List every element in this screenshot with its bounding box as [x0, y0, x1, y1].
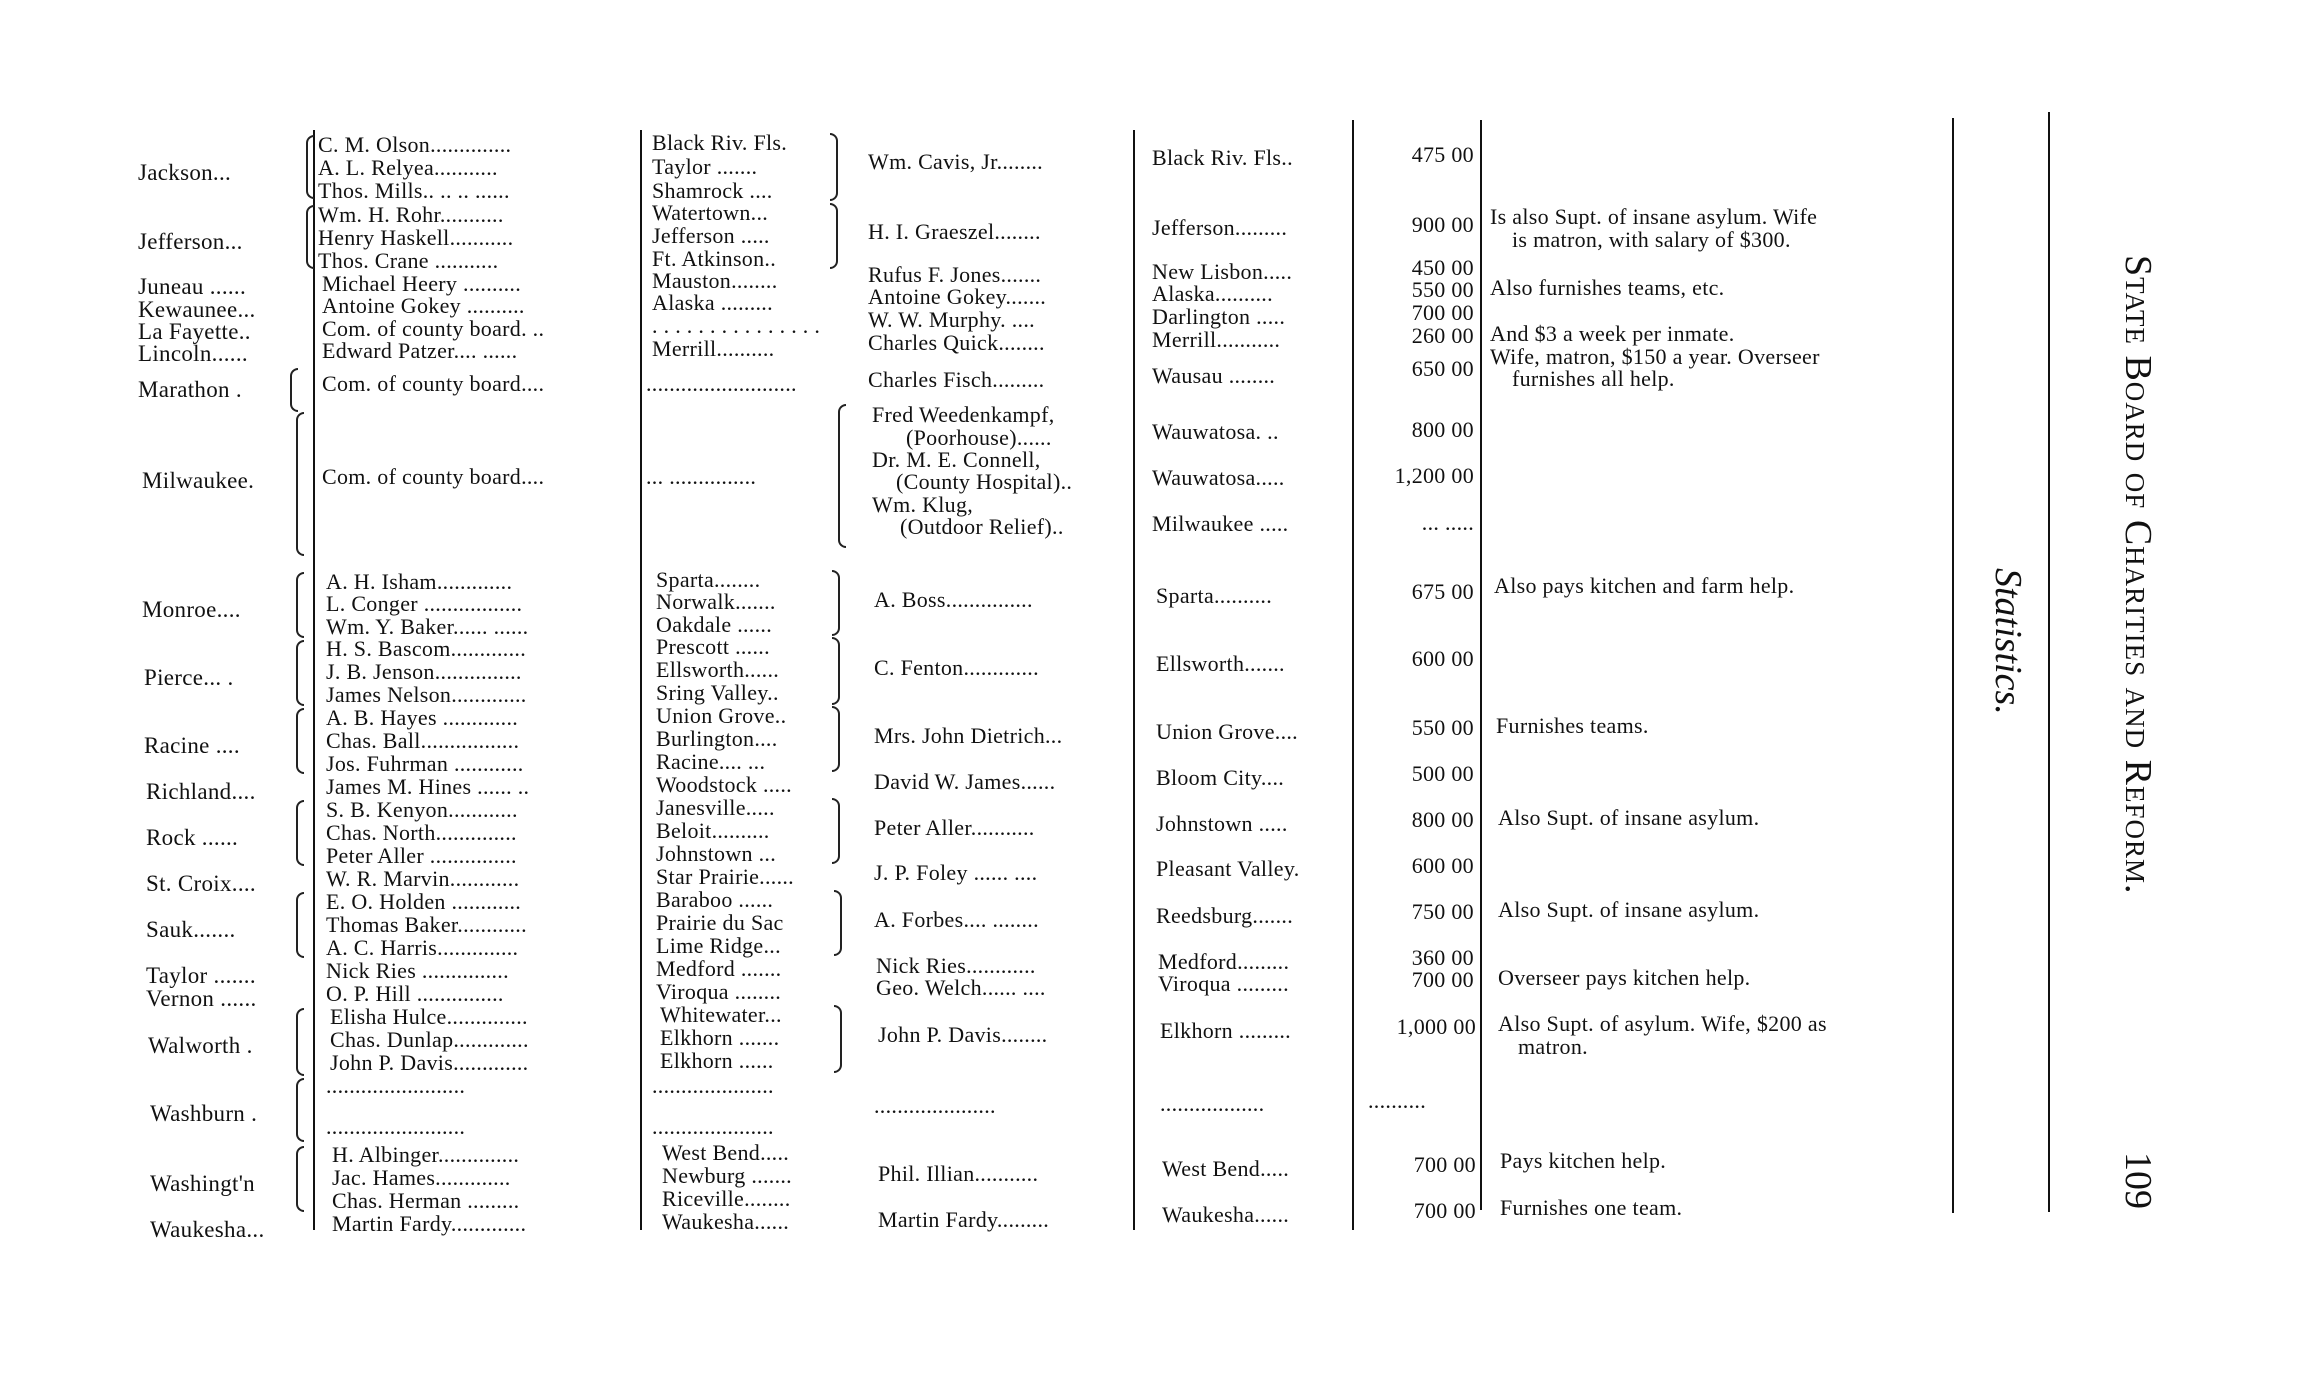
salary: 650 00 — [1411, 356, 1474, 381]
overseer: John P. Davis........ — [878, 1022, 1048, 1047]
town: Baraboo ...... — [656, 887, 774, 912]
town: ..................... — [652, 1114, 774, 1139]
board-member: W. R. Marvin............ — [326, 866, 520, 891]
board-member: John P. Davis............. — [330, 1050, 529, 1075]
town: Norwalk....... — [656, 589, 776, 614]
column-rule-3 — [1133, 130, 1135, 1230]
overseer-line: Dr. M. E. Connell, — [872, 447, 1041, 472]
town: Star Prairie...... — [656, 864, 794, 889]
brace — [306, 205, 314, 269]
overseer: Peter Aller........... — [874, 815, 1035, 840]
board-member: Thos. Mills.. .. .. ...... — [318, 178, 510, 203]
brace — [832, 706, 840, 772]
column-rule-5 — [1480, 120, 1482, 1210]
overseer-line: (Outdoor Relief).. — [900, 514, 1064, 539]
brace — [834, 1005, 842, 1073]
overseer: Charles Quick........ — [868, 330, 1045, 355]
remark: Wife, matron, $150 a year. Overseer — [1490, 344, 1820, 369]
board-member: Antoine Gokey .......... — [322, 293, 525, 318]
brace — [834, 890, 842, 956]
overseer: J. P. Foley ...... .... — [874, 860, 1038, 885]
board-member: Martin Fardy............. — [332, 1211, 527, 1236]
salary: ... ..... — [1421, 510, 1474, 535]
county-name: Rock ...... — [146, 825, 239, 850]
county-name: Taylor ....... — [146, 963, 256, 988]
overseer: Mrs. John Dietrich... — [874, 723, 1063, 748]
overseer: Martin Fardy......... — [878, 1207, 1050, 1232]
county-name: Pierce... . — [144, 665, 234, 690]
brace — [296, 708, 304, 774]
town: Waukesha...... — [662, 1209, 790, 1234]
board-member: Thomas Baker............ — [326, 912, 527, 937]
county-name: Milwaukee. — [142, 468, 255, 493]
board-member: Nick Ries ............... — [326, 958, 509, 983]
board-member: ........................ — [326, 1114, 466, 1139]
brace — [296, 1146, 304, 1212]
overseer: H. I. Graeszel........ — [868, 219, 1041, 244]
board-member: Com. of county board.... — [322, 371, 545, 396]
board-member: James M. Hines ...... .. — [326, 774, 530, 799]
residence: Elkhorn ......... — [1160, 1018, 1291, 1043]
town: Union Grove.. — [656, 703, 787, 728]
salary: 700 00 — [1411, 967, 1474, 992]
board-member: Michael Heery .......... — [322, 271, 522, 296]
town: Ft. Atkinson.. — [652, 246, 777, 271]
board-member: J. B. Jenson............... — [326, 659, 522, 684]
board-member: ........................ — [326, 1073, 466, 1098]
town: ..................... — [652, 1073, 774, 1098]
salary: 360 00 — [1411, 945, 1474, 970]
column-rule-7 — [2048, 112, 2050, 1212]
county-name: Waukesha... — [150, 1217, 265, 1242]
salary: 260 00 — [1411, 323, 1474, 348]
brace — [296, 892, 304, 958]
residence: Alaska.......... — [1152, 281, 1273, 306]
salary: 800 00 — [1411, 417, 1474, 442]
brace — [290, 368, 298, 412]
brace — [296, 572, 304, 638]
town: Mauston........ — [652, 268, 778, 293]
salary: 450 00 — [1411, 255, 1474, 280]
page-number: 109 — [2117, 1152, 2159, 1209]
remark: Also pays kitchen and farm help. — [1494, 573, 1795, 598]
salary: 600 00 — [1411, 853, 1474, 878]
salary: 800 00 — [1411, 807, 1474, 832]
residence: Sparta.......... — [1156, 583, 1273, 608]
county-name: Vernon ...... — [146, 986, 257, 1011]
brace — [296, 640, 304, 706]
town: Woodstock ..... — [656, 772, 792, 797]
town: Janesville..... — [656, 795, 775, 820]
town: Burlington.... — [656, 726, 778, 751]
residence: Darlington ..... — [1152, 304, 1286, 329]
salary: 700 00 — [1413, 1198, 1476, 1223]
town: Newburg ....... — [662, 1163, 792, 1188]
town: Prairie du Sac — [656, 910, 784, 935]
board-member: Com. of county board.... — [322, 464, 545, 489]
brace — [296, 412, 304, 556]
county-name: Richland.... — [146, 779, 256, 804]
overseer: Wm. Cavis, Jr........ — [868, 149, 1043, 174]
overseer: David W. James...... — [874, 769, 1056, 794]
board-member: Henry Haskell........... — [318, 225, 514, 250]
town: West Bend..... — [662, 1140, 790, 1165]
county-name: Washingt'n — [150, 1171, 255, 1196]
county-name: Jefferson... — [138, 229, 243, 254]
town: Lime Ridge... — [656, 933, 781, 958]
county-name: Juneau ...... — [138, 274, 247, 299]
board-member: Chas. Herman ......... — [332, 1188, 520, 1213]
salary: 500 00 — [1411, 761, 1474, 786]
board-member: A. L. Relyea........... — [318, 155, 498, 180]
residence: Milwaukee ..... — [1152, 511, 1289, 536]
residence: Waukesha...... — [1162, 1202, 1290, 1227]
brace — [838, 404, 846, 548]
board-member: A. C. Harris.............. — [326, 935, 519, 960]
overseer-line: (County Hospital).. — [896, 469, 1073, 494]
remark: Is also Supt. of insane asylum. Wife — [1490, 204, 1818, 229]
board-member: E. O. Holden ............ — [326, 889, 522, 914]
board-member: Chas. Ball................. — [326, 728, 520, 753]
town: .......................... — [646, 371, 797, 396]
residence: New Lisbon..... — [1152, 259, 1293, 284]
salary: 1,200 00 — [1394, 463, 1474, 488]
brace — [830, 203, 838, 269]
board-member: Jac. Hames............. — [332, 1165, 511, 1190]
town: Watertown... — [652, 200, 769, 225]
county-name: Racine .... — [144, 733, 240, 758]
town: Riceville........ — [662, 1186, 791, 1211]
county-name: Lincoln...... — [138, 341, 248, 366]
board-member: L. Conger ................. — [326, 591, 523, 616]
brace — [832, 637, 840, 705]
town: Sring Valley.. — [656, 680, 779, 705]
brace — [296, 1078, 304, 1142]
overseer: Antoine Gokey....... — [868, 284, 1047, 309]
residence: Union Grove.... — [1156, 719, 1298, 744]
column-rule-4 — [1352, 120, 1354, 1230]
overseer: C. Fenton............. — [874, 655, 1039, 680]
town: Merrill.......... — [652, 336, 775, 361]
town: Elkhorn ...... — [660, 1048, 774, 1073]
remark: matron. — [1518, 1034, 1588, 1059]
board-member: H. S. Bascom............. — [326, 636, 526, 661]
county-name: Monroe.... — [142, 597, 241, 622]
remark: Overseer pays kitchen help. — [1498, 965, 1751, 990]
residence: Pleasant Valley. — [1156, 856, 1300, 881]
town: Medford ....... — [656, 956, 782, 981]
town: Ellsworth...... — [656, 657, 780, 682]
county-name: Jackson... — [138, 160, 232, 185]
salary: .......... — [1368, 1088, 1426, 1113]
remark: furnishes all help. — [1512, 366, 1675, 391]
remark: Also furnishes teams, etc. — [1490, 275, 1725, 300]
residence: Viroqua ......... — [1158, 971, 1289, 996]
board-member: A. H. Isham............. — [326, 569, 513, 594]
town: Whitewater... — [660, 1002, 782, 1027]
board-member: C. M. Olson.............. — [318, 132, 512, 157]
residence: Medford......... — [1158, 949, 1290, 974]
town: Racine.... ... — [656, 749, 766, 774]
overseer: Charles Fisch......... — [868, 367, 1045, 392]
board-member: Chas. Dunlap............. — [330, 1027, 529, 1052]
board-member: O. P. Hill ............... — [326, 981, 504, 1006]
county-name: Kewaunee... — [138, 297, 256, 322]
residence: Wausau ........ — [1152, 363, 1276, 388]
salary: 600 00 — [1411, 646, 1474, 671]
board-member: Chas. North.............. — [326, 820, 517, 845]
town: Viroqua ........ — [656, 979, 782, 1004]
board-member: Com. of county board. .. — [322, 316, 545, 341]
overseer-line: (Poorhouse)...... — [906, 425, 1052, 450]
brace — [306, 135, 314, 199]
overseer: ..................... — [874, 1093, 996, 1118]
county-name: Marathon . — [138, 377, 242, 402]
county-name: Sauk....... — [146, 917, 236, 942]
board-member: Peter Aller ............... — [326, 843, 517, 868]
county-name: St. Croix.... — [146, 871, 256, 896]
residence: Merrill........... — [1152, 327, 1281, 352]
board-member: Wm. Y. Baker...... ...... — [326, 614, 529, 639]
board-member: Elisha Hulce.............. — [330, 1004, 528, 1029]
salary: 550 00 — [1411, 715, 1474, 740]
residence: Wauwatosa. .. — [1152, 419, 1279, 444]
town: Prescott ...... — [656, 634, 770, 659]
salary: 475 00 — [1411, 142, 1474, 167]
town: Taylor ....... — [652, 154, 758, 179]
board-member: James Nelson............. — [326, 682, 527, 707]
remark: Furnishes one team. — [1500, 1195, 1683, 1220]
brace — [296, 1008, 304, 1076]
residence: Johnstown ..... — [1156, 811, 1288, 836]
column-rule-6 — [1952, 118, 1954, 1213]
salary: 750 00 — [1411, 899, 1474, 924]
section-title: Statistics. — [1987, 568, 2029, 715]
column-rule-1 — [313, 130, 315, 1230]
remark: Also Supt. of insane asylum. — [1498, 805, 1760, 830]
overseer: A. Forbes.... ........ — [874, 907, 1039, 932]
board-member: H. Albinger.............. — [332, 1142, 520, 1167]
overseer: A. Boss............... — [874, 587, 1033, 612]
residence: Wauwatosa..... — [1152, 465, 1285, 490]
remark: And $3 a week per inmate. — [1490, 321, 1735, 346]
residence: .................. — [1160, 1091, 1265, 1116]
residence: Jefferson......... — [1152, 215, 1288, 240]
salary: 550 00 — [1411, 277, 1474, 302]
town: Beloit.......... — [656, 818, 770, 843]
brace — [832, 798, 840, 864]
town: ... ............... — [646, 464, 757, 489]
town: Sparta........ — [656, 567, 761, 592]
county-name: Walworth . — [148, 1033, 253, 1058]
residence: Reedsburg....... — [1156, 903, 1293, 928]
town: Jefferson ..... — [652, 223, 770, 248]
remark: is matron, with salary of $300. — [1512, 227, 1791, 252]
remark: Furnishes teams. — [1496, 713, 1649, 738]
residence: Black Riv. Fls.. — [1152, 145, 1293, 170]
board-member: Jos. Fuhrman ............ — [326, 751, 524, 776]
remark: Pays kitchen help. — [1500, 1148, 1667, 1173]
board-member: Edward Patzer.... ...... — [322, 338, 518, 363]
town: Elkhorn ....... — [660, 1025, 780, 1050]
running-title: State Board of Charities and Reform. — [2117, 255, 2159, 895]
remark: Also Supt. of asylum. Wife, $200 as — [1498, 1011, 1827, 1036]
residence: Ellsworth....... — [1156, 651, 1285, 676]
residence: West Bend..... — [1162, 1156, 1290, 1181]
board-member: A. B. Hayes ............. — [326, 705, 519, 730]
salary: 700 00 — [1411, 300, 1474, 325]
overseer-line: Wm. Klug, — [872, 492, 974, 517]
town: Johnstown ... — [656, 841, 777, 866]
salary: 700 00 — [1413, 1152, 1476, 1177]
overseer: Geo. Welch...... .... — [876, 975, 1046, 1000]
county-name: Washburn . — [150, 1101, 258, 1126]
overseer: Phil. Illian........... — [878, 1161, 1039, 1186]
overseer: Nick Ries............ — [876, 953, 1036, 978]
overseer-line: Fred Weedenkampf, — [872, 402, 1055, 427]
salary: 1,000 00 — [1396, 1014, 1476, 1039]
column-rule-2 — [640, 130, 642, 1230]
brace — [830, 133, 838, 201]
board-member: Thos. Crane ........... — [318, 248, 499, 273]
overseer: W. W. Murphy. .... — [868, 307, 1035, 332]
brace — [832, 570, 840, 636]
overseer: Rufus F. Jones....... — [868, 262, 1042, 287]
town: Black Riv. Fls. — [652, 130, 788, 155]
residence: Bloom City.... — [1156, 765, 1285, 790]
town: . . . . . . . . . . . . . . . — [652, 313, 821, 338]
remark: Also Supt. of insane asylum. — [1498, 897, 1760, 922]
county-name: La Fayette.. — [138, 319, 251, 344]
brace — [296, 800, 304, 866]
board-member: S. B. Kenyon............ — [326, 797, 518, 822]
town: Alaska ......... — [652, 290, 773, 315]
town: Oakdale ...... — [656, 612, 772, 637]
salary: 675 00 — [1411, 579, 1474, 604]
board-member: Wm. H. Rohr........... — [318, 202, 504, 227]
town: Shamrock .... — [652, 178, 773, 203]
salary: 900 00 — [1411, 212, 1474, 237]
